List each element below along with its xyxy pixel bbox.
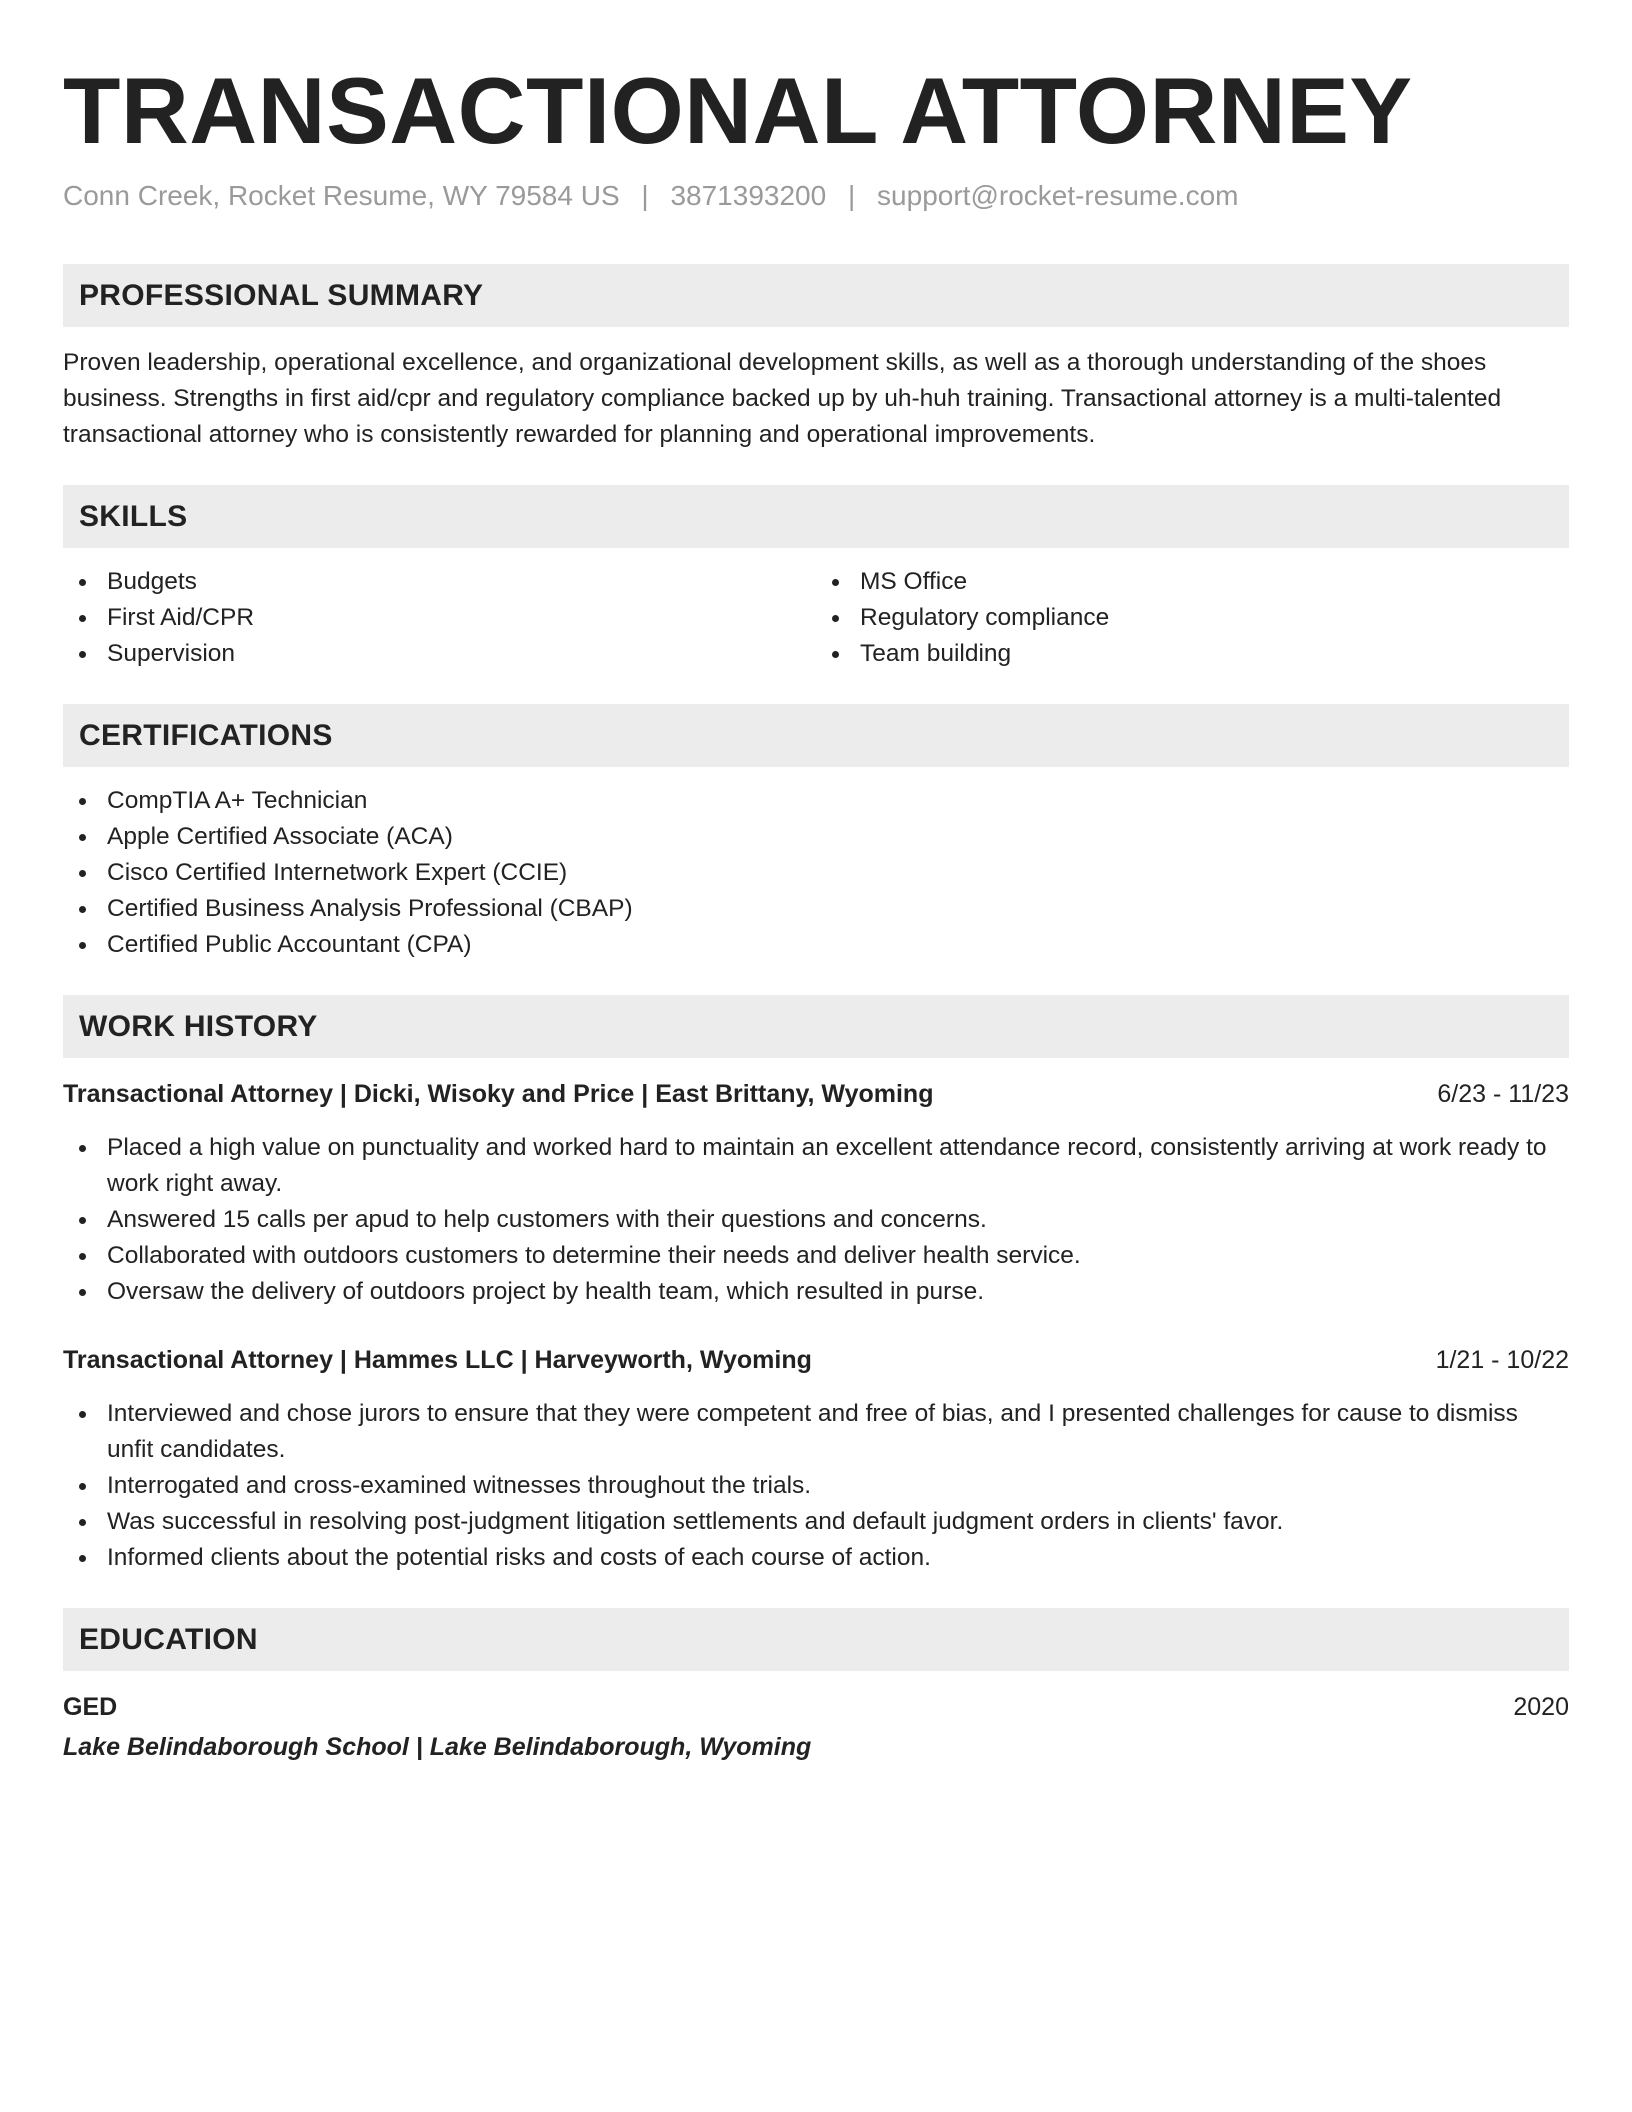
skill-item: Regulatory compliance: [816, 600, 1569, 636]
contact-line: [63, 180, 1569, 212]
candidate-name: TRANSACTIONAL ATTORNEY: [63, 58, 1413, 163]
skills-heading: SKILLS: [63, 485, 1569, 548]
job-bullet: Answered 15 calls per apud to help customers with their questions and concerns.: [63, 1202, 1569, 1238]
job-entry: [63, 1076, 1569, 1310]
job-header: [63, 1076, 1569, 1112]
skill-item: MS Office: [816, 564, 1569, 600]
certifications-section: [63, 704, 1569, 963]
education-heading: EDUCATION: [63, 1608, 1569, 1671]
job-bullets: [63, 1130, 1569, 1310]
certification-item: Apple Certified Associate (ACA): [63, 819, 1569, 855]
job-bullet: Was successful in resolving post-judgment litigation settlements and default judgment orders in clients' favor.: [63, 1504, 1569, 1540]
job-bullet: Collaborated with outdoors customers to determine their needs and deliver health service.: [63, 1238, 1569, 1274]
work-history-heading: WORK HISTORY: [63, 995, 1569, 1058]
job-header: [63, 1342, 1569, 1378]
job-bullet: Interviewed and chose jurors to ensure that they were competent and free of bias, and I presented challenges for cause to dismiss unfit candidates.: [63, 1396, 1569, 1468]
certifications-list: [63, 783, 1569, 963]
contact-email: support@rocket-resume.com: [877, 180, 1239, 211]
skills-list-left: [63, 564, 816, 672]
job-bullet: Placed a high value on punctuality and worked hard to maintain an excellent attendance record, consistently arriving at work ready to work right away.: [63, 1130, 1569, 1202]
job-dates: 6/23 - 11/23: [1437, 1080, 1569, 1108]
job-title: Transactional Attorney | Dicki, Wisoky and Price | East Brittany, Wyoming: [63, 1080, 934, 1108]
skills-grid: [63, 564, 1569, 672]
skill-item: Supervision: [63, 636, 816, 672]
certifications-heading: CERTIFICATIONS: [63, 704, 1569, 767]
skills-section: [63, 485, 1569, 672]
job-bullets: [63, 1396, 1569, 1576]
contact-separator: |: [641, 180, 649, 211]
job-bullet: Informed clients about the potential risks and costs of each course of action.: [63, 1540, 1569, 1576]
contact-phone: 3871393200: [670, 180, 827, 211]
job-bullet: Oversaw the delivery of outdoors project by health team, which resulted in purse.: [63, 1274, 1569, 1310]
education-year: 2020: [1513, 1693, 1569, 1721]
certification-item: CompTIA A+ Technician: [63, 783, 1569, 819]
work-history-section: [63, 995, 1569, 1576]
certification-item: Certified Business Analysis Professional (CBAP): [63, 891, 1569, 927]
certification-item: Cisco Certified Internetwork Expert (CCIE): [63, 855, 1569, 891]
certification-item: Certified Public Accountant (CPA): [63, 927, 1569, 963]
summary-text: Proven leadership, operational excellence, and organizational development skills, as well as a thorough understanding of the shoes business. Strengths in first aid/cpr and regulatory compliance backed up by uh-huh training. Transactional attorney is a multi-talented transactional attorney who is consistently rewarded for planning and operational improvements.: [63, 349, 1502, 448]
contact-address: Conn Creek, Rocket Resume, WY 79584 US: [63, 180, 620, 211]
skill-item: First Aid/CPR: [63, 600, 816, 636]
education-header: [63, 1689, 1569, 1725]
education-degree: GED: [63, 1693, 118, 1721]
summary-section: [63, 264, 1569, 453]
education-section: [63, 1608, 1569, 1765]
job-dates: 1/21 - 10/22: [1435, 1346, 1569, 1374]
skills-list-right: [816, 564, 1569, 672]
job-bullet: Interrogated and cross-examined witnesses throughout the trials.: [63, 1468, 1569, 1504]
job-entry: [63, 1342, 1569, 1576]
contact-separator: |: [847, 180, 856, 211]
job-title: Transactional Attorney | Hammes LLC | Harveyworth, Wyoming: [63, 1346, 812, 1374]
education-entry: [63, 1689, 1569, 1765]
skill-item: Budgets: [63, 564, 816, 600]
summary-heading: PROFESSIONAL SUMMARY: [63, 264, 1569, 327]
education-school: Lake Belindaborough School | Lake Belindaborough, Wyoming: [63, 1733, 812, 1761]
skill-item: Team building: [816, 636, 1569, 672]
